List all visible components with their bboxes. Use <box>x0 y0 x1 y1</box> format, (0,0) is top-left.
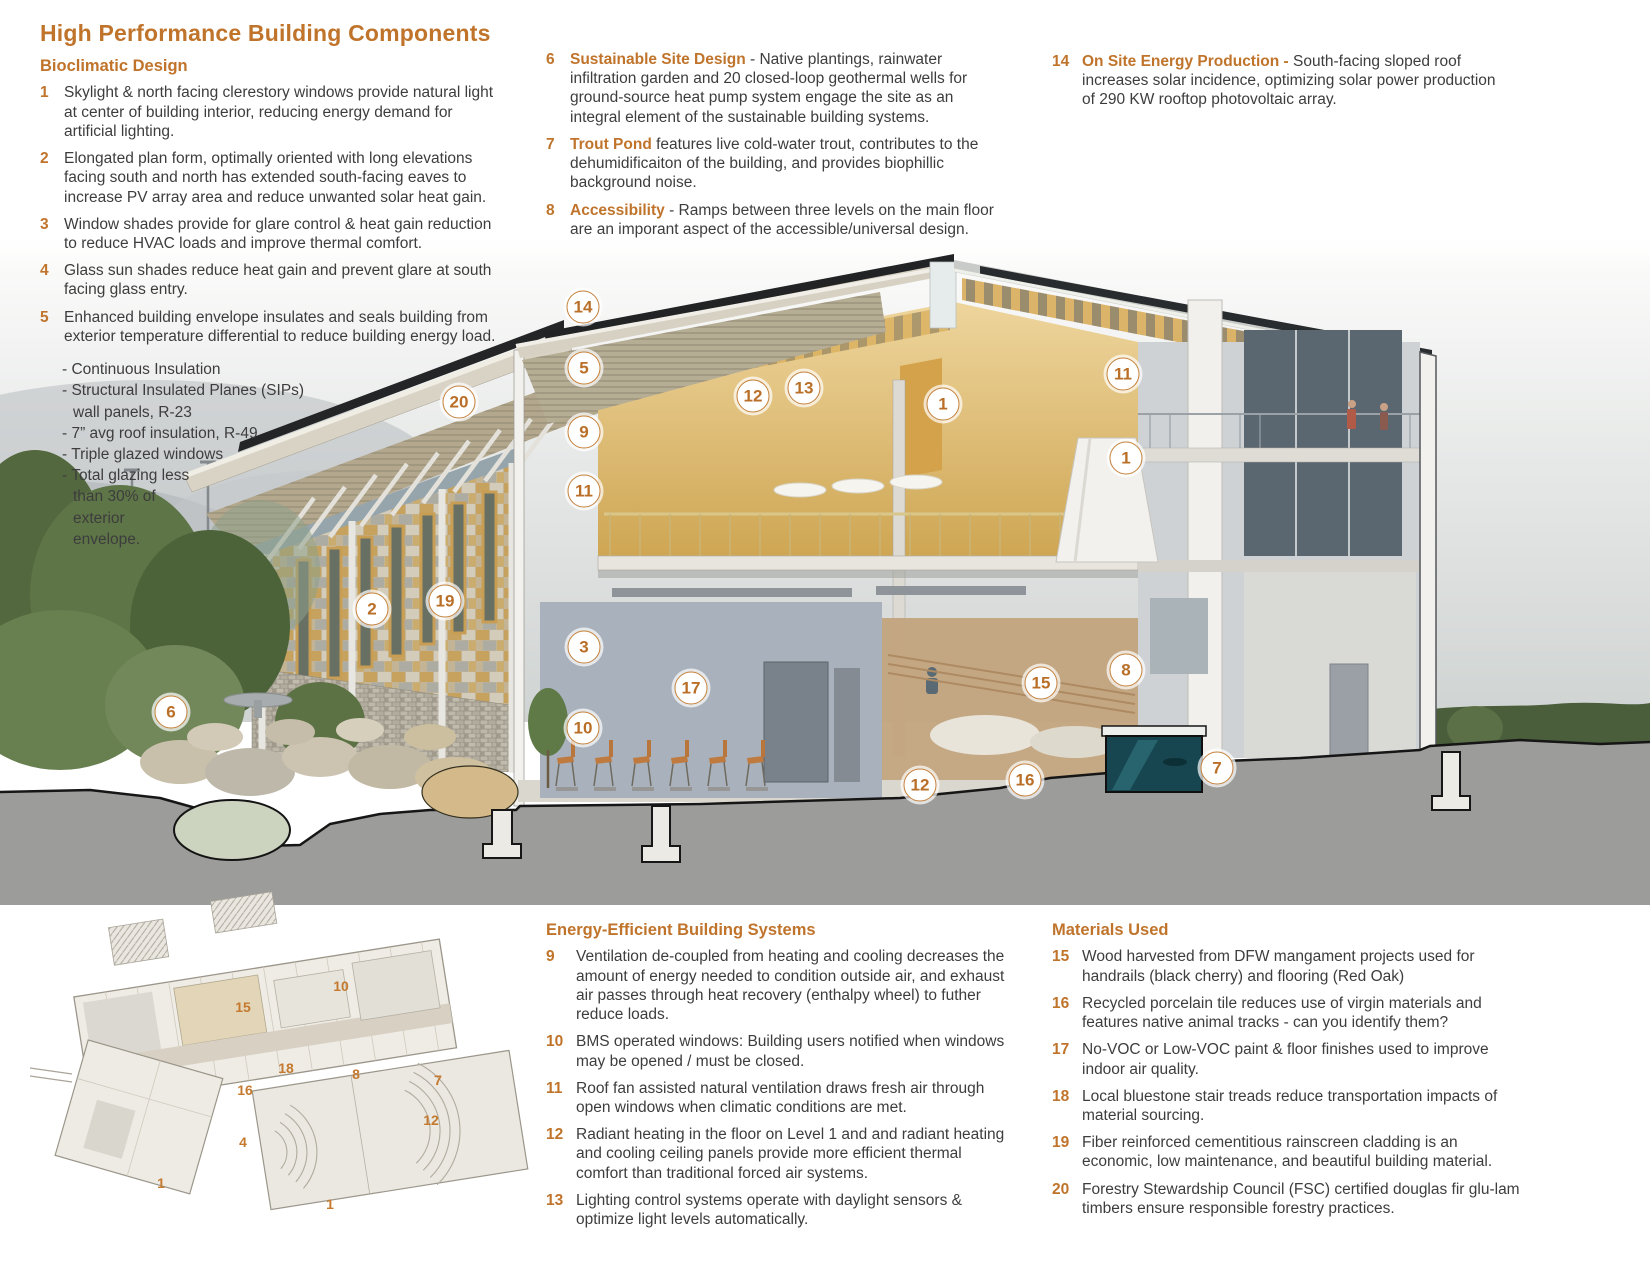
item-text: Lighting control systems operate with daylight sensors & optimize light levels automatically. <box>576 1191 962 1229</box>
item-text: Elongated plan form, optimally oriented with long elevations facing south and north has extended south-facing eaves to increase PV array area and reduce unwanted solar heat gain. <box>64 150 487 206</box>
callout-1: 1 <box>1110 442 1143 475</box>
item-rest: - Ramps between three levels on the main floor are an imporant aspect of the accessible/universal design. <box>570 201 994 238</box>
list-item <box>546 947 1008 1024</box>
item-number: 13 <box>546 1191 564 1209</box>
list-item <box>546 1032 1008 1070</box>
item-number: 18 <box>1052 1087 1070 1105</box>
item-text <box>1082 52 1504 110</box>
section-heading: Materials Used <box>1052 921 1169 939</box>
bullet-line: - Total glazing less <box>62 467 190 485</box>
list-item <box>1052 1087 1530 1125</box>
section-energy-systems <box>546 920 1008 1237</box>
bullet-line: - 7” avg roof insulation, R-49 <box>62 424 258 442</box>
section-bioclimatic <box>40 56 502 551</box>
bullet-line: - Triple glazed windows <box>62 445 224 463</box>
item-text <box>570 135 998 193</box>
section-energy-production <box>1052 52 1504 118</box>
list-item <box>546 50 998 127</box>
item-number: 19 <box>1052 1134 1070 1152</box>
item-number: 20 <box>1052 1180 1070 1198</box>
trout-pond <box>1102 726 1206 792</box>
item-number: 2 <box>40 150 49 168</box>
item-text <box>570 201 998 239</box>
item-text: Glass sun shades reduce heat gain and prevent glare at south facing glass entry. <box>64 262 492 299</box>
plan-label-15: 15 <box>235 999 251 1015</box>
item-text: Radiant heating in the floor on Level 1 and and radiant heating and cooling ceiling panels provide more efficient thermal comfort than traditional forced air systems. <box>576 1126 1005 1182</box>
section-materials <box>1052 920 1530 1226</box>
plan-label-1: 1 <box>157 1175 165 1191</box>
item-number: 7 <box>546 135 555 153</box>
callout-20: 20 <box>443 386 476 419</box>
plan-label-16: 16 <box>237 1082 253 1098</box>
callout-2: 2 <box>356 593 389 626</box>
list-item <box>40 149 502 207</box>
bullet-line: envelope. <box>73 530 141 548</box>
callout-11: 11 <box>1107 358 1140 391</box>
right-cut-wall <box>1420 352 1436 756</box>
callout-9: 9 <box>568 416 601 449</box>
item-number: 12 <box>546 1126 564 1144</box>
item-text: Recycled porcelain tile reduces use of virgin materials and features native animal tracks - can you identify them? <box>1082 994 1482 1032</box>
item-text: Fiber reinforced cementitious rainscreen cladding is an economic, low maintenance, and beautiful building material. <box>1082 1134 1493 1171</box>
list-item <box>40 215 502 253</box>
plan-label-4: 4 <box>239 1134 247 1150</box>
item-lead: On Site Energy Production - <box>1082 53 1289 70</box>
item-lead: Accessibility <box>570 201 665 219</box>
item-number: 4 <box>40 262 49 280</box>
list-item <box>40 308 502 346</box>
bullet-line: wall panels, R-23 <box>73 403 192 421</box>
bullet-line: exterior <box>73 509 125 527</box>
list-item <box>40 83 502 141</box>
plan-label-10: 10 <box>333 978 349 994</box>
item-rest: - Native plantings, rainwater infiltration garden and 20 closed-loop geothermal wells for ground-source heat pump system engage the site as an integral element of the sustainable building systems. <box>570 51 968 126</box>
item-text: No-VOC or Low-VOC paint & floor finishes used to improve indoor air quality. <box>1082 1041 1489 1078</box>
callout-19: 19 <box>429 585 462 618</box>
clerestory <box>930 262 956 328</box>
section-heading: Energy-Efficient Building Systems <box>546 921 816 939</box>
elevator-shaft <box>1188 300 1222 756</box>
item-lead: Trout Pond <box>570 135 652 153</box>
item-number: 15 <box>1052 948 1070 966</box>
list-item <box>1052 52 1504 110</box>
item-text: Skylight & north facing clerestory windows provide natural light at center of building interior, reducing energy demand for artificial lighting. <box>64 84 494 140</box>
list-item <box>546 201 998 239</box>
callout-12: 12 <box>737 380 770 413</box>
list-item <box>40 261 502 299</box>
callout-17: 17 <box>675 672 708 705</box>
callout-8: 8 <box>1110 654 1143 687</box>
item-text: Roof fan assisted natural ventilation draws fresh air through open windows when climatic conditions are met. <box>576 1079 985 1116</box>
door <box>764 662 828 782</box>
page-title: High Performance Building Components <box>40 20 491 46</box>
pool-ramp-area <box>882 618 1138 780</box>
item-lead: Sustainable Site Design <box>570 51 746 68</box>
section-site <box>546 50 998 247</box>
plan-label-8: 8 <box>352 1066 360 1082</box>
plan-label-12: 12 <box>423 1112 439 1128</box>
item-number: 1 <box>40 84 49 102</box>
list-item <box>546 1079 1008 1117</box>
item-number: 8 <box>546 201 555 219</box>
item-text: Wood harvested from DFW mangament projects used for handrails (black cherry) and flooring (Red Oak) <box>1082 948 1475 985</box>
callout-14: 14 <box>567 291 600 324</box>
list-item <box>546 1191 1008 1229</box>
item-text <box>570 50 998 127</box>
list-item <box>1052 1040 1530 1078</box>
callout-10: 10 <box>567 712 600 745</box>
item-number: 16 <box>1052 994 1070 1012</box>
list-item <box>1052 947 1530 985</box>
item-number: 11 <box>546 1079 563 1097</box>
list-item <box>1052 1180 1530 1218</box>
list-item <box>546 1125 1008 1183</box>
bullet-line: - Continuous Insulation <box>62 361 221 379</box>
item-number: 3 <box>40 215 49 233</box>
item-text: Local bluestone stair treads reduce transportation impacts of material sourcing. <box>1082 1087 1498 1124</box>
item-number: 9 <box>546 948 555 966</box>
item-text: Window shades provide for glare control & heat gain reduction to reduce HVAC loads and improve thermal comfort. <box>64 215 492 252</box>
section-heading: Bioclimatic Design <box>40 57 188 75</box>
plan-label-7: 7 <box>434 1072 442 1088</box>
list-item <box>1052 1133 1530 1171</box>
callout-11: 11 <box>568 475 601 508</box>
list-item <box>1052 994 1530 1032</box>
item-number: 17 <box>1052 1041 1070 1059</box>
bullet-line: than 30% of <box>73 488 156 506</box>
item-rest: features live cold-water trout, contributes to the dehumidificaiton of the building, and provides biophillic background noise. <box>570 135 979 192</box>
callout-5: 5 <box>568 352 601 385</box>
callout-12: 12 <box>904 769 937 802</box>
item-number: 14 <box>1052 53 1070 70</box>
tall-glazing <box>1244 330 1402 556</box>
callout-13: 13 <box>788 372 821 405</box>
callout-15: 15 <box>1025 667 1058 700</box>
bullet-line: - Structural Insulated Planes (SIPs) <box>62 382 305 400</box>
item-number: 5 <box>40 308 49 326</box>
callout-7: 7 <box>1201 752 1234 785</box>
item-text: Enhanced building envelope insulates and seals building from exterior temperature differential to reduce building energy load. <box>64 308 496 345</box>
callout-16: 16 <box>1009 764 1042 797</box>
plan-label-1: 1 <box>326 1196 334 1212</box>
callout-3: 3 <box>568 631 601 664</box>
item-number: 10 <box>546 1033 564 1051</box>
callout-1: 1 <box>927 388 960 421</box>
item-text: BMS operated windows: Building users notified when windows may be opened / must be closed. <box>576 1033 1005 1070</box>
item-text: Forestry Stewardship Council (FSC) certified douglas fir glu-lam timbers ensure responsible forestry practices. <box>1082 1180 1520 1217</box>
envelope-bullet-list <box>62 360 502 549</box>
floor-plan <box>30 892 528 1211</box>
plan-label-18: 18 <box>278 1060 294 1076</box>
list-item <box>546 135 998 193</box>
item-rest: South-facing sloped roof increases solar incidence, optimizing solar power production of 290 KW rooftop photovoltaic array. <box>1082 53 1496 109</box>
item-number: 6 <box>546 51 555 68</box>
callout-6: 6 <box>155 696 188 729</box>
item-text: Ventilation de-coupled from heating and cooling decreases the amount of energy needed to condition outside air, and exhaust air passes through heat recovery (enthalpy wheel) to futher reduce loads. <box>576 948 1005 1024</box>
